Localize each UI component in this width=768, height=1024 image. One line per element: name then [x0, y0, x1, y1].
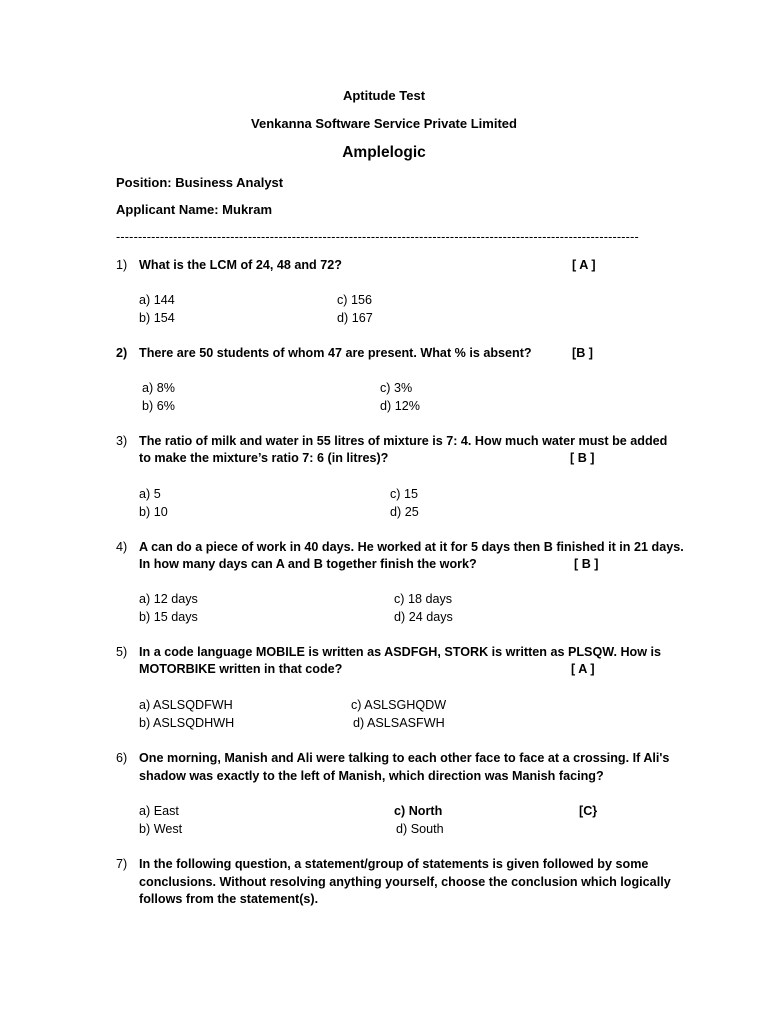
option-b: b) West: [139, 822, 183, 836]
option-a: a) ASLSQDFWH: [139, 698, 233, 712]
option-c: c) 18 days: [394, 592, 453, 606]
option-d: d) 24 days: [394, 610, 453, 624]
question-number: 2): [116, 346, 128, 360]
question-text: What is the LCM of 24, 48 and 72?: [139, 258, 342, 272]
option-c-selected: c) North: [394, 804, 443, 818]
option-c: c) 3%: [380, 381, 413, 395]
question-text-line-1: A can do a piece of work in 40 days. He worked at it for 5 days then B finished it in 21 days.: [139, 540, 684, 554]
divider-line: -----------------------------------------------------------------------------------------------------------------------: [116, 230, 639, 244]
option-d: d) ASLSASFWH: [353, 716, 445, 730]
organization-name: Amplelogic: [342, 144, 426, 161]
option-a: a) 5: [139, 487, 161, 501]
option-b: b) 10: [139, 505, 168, 519]
question-text-line-1: One morning, Manish and Ali were talking to each other face to face at a crossing. If Ali's: [139, 751, 670, 765]
option-a: a) East: [139, 804, 179, 818]
test-title: Aptitude Test: [342, 88, 426, 103]
question-text-line-2: to make the mixture’s ratio 7: 6 (in litres)?: [139, 451, 389, 465]
option-a: a) 8%: [142, 381, 175, 395]
option-a: a) 12 days: [139, 592, 198, 606]
answer-marker: [ B ]: [574, 557, 599, 571]
option-c: c) 15: [390, 487, 418, 501]
question-text: There are 50 students of whom 47 are present. What % is absent?: [139, 346, 532, 360]
question-text-line-2: shadow was exactly to the left of Manish, which direction was Manish facing?: [139, 769, 604, 783]
option-c: c) 156: [337, 293, 373, 307]
option-b: b) 154: [139, 311, 175, 325]
question-text-line-2: MOTORBIKE written in that code?: [139, 662, 343, 676]
option-b: b) 6%: [142, 399, 175, 413]
question-number: 6): [116, 751, 128, 765]
option-d: d) 25: [390, 505, 419, 519]
question-text-line-2: conclusions. Without resolving anything yourself, choose the conclusion which logically: [139, 875, 671, 889]
answer-marker: [ A ]: [571, 662, 595, 676]
question-number: 7): [116, 857, 128, 871]
answer-marker: [ A ]: [572, 258, 596, 272]
option-d: d) 167: [337, 311, 373, 325]
question-text-line-1: In a code language MOBILE is written as ASDFGH, STORK is written as PLSQW. How is: [139, 645, 662, 659]
answer-marker: [ B ]: [570, 451, 595, 465]
option-a: a) 144: [139, 293, 175, 307]
question-number: 4): [116, 540, 128, 554]
company-name: Venkanna Software Service Private Limited: [251, 116, 517, 131]
position-line: Position: Business Analyst: [116, 175, 284, 190]
question-number: 5): [116, 645, 128, 659]
option-d: d) South: [396, 822, 444, 836]
question-text-line-3: follows from the statement(s).: [139, 892, 319, 906]
question-text-line-2: In how many days can A and B together finish the work?: [139, 557, 477, 571]
option-b: b) 15 days: [139, 610, 198, 624]
question-text-line-1: In the following question, a statement/group of statements is given followed by some: [139, 857, 649, 871]
option-c: c) ASLSGHQDW: [351, 698, 447, 712]
question-number: 1): [116, 258, 128, 272]
applicant-line: Applicant Name: Mukram: [116, 202, 273, 217]
option-b: b) ASLSQDHWH: [139, 716, 235, 730]
question-text-line-1: The ratio of milk and water in 55 litres of mixture is 7: 4. How much water must be added: [139, 434, 668, 448]
question-number: 3): [116, 434, 128, 448]
answer-marker: [C}: [579, 804, 598, 818]
answer-marker: [B ]: [572, 346, 593, 360]
option-d: d) 12%: [380, 399, 420, 413]
